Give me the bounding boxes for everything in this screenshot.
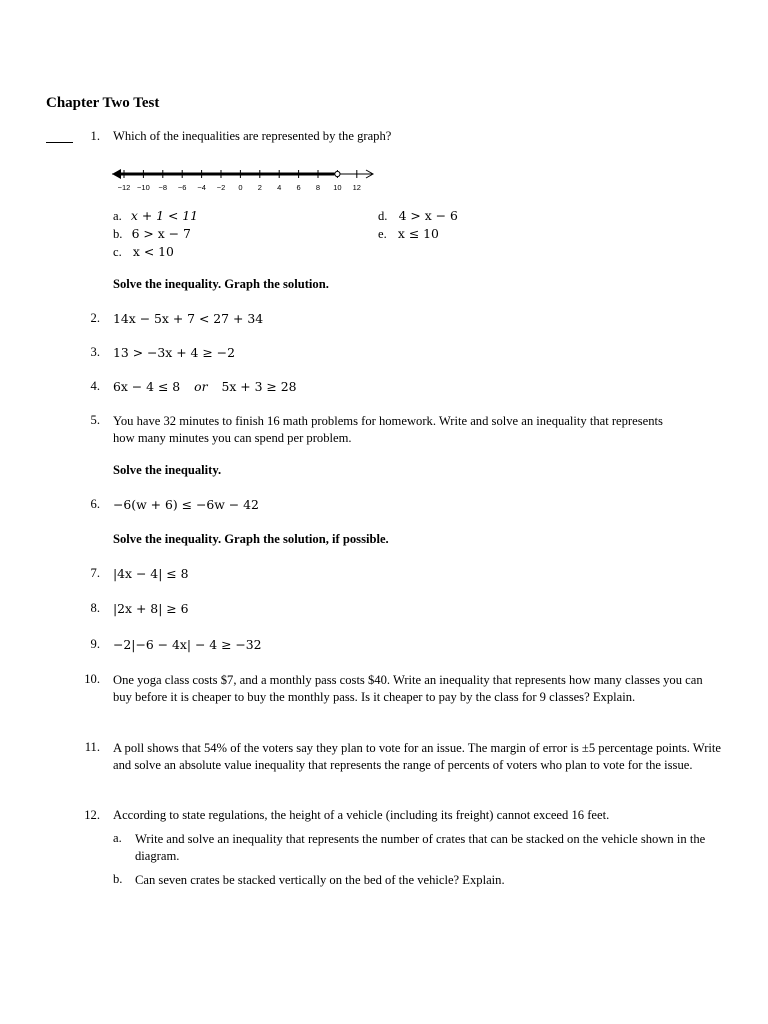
tick-label: 4 — [277, 183, 282, 192]
choice-text: x + 1 < 11 — [130, 208, 199, 223]
q4-number: 4. — [90, 379, 100, 393]
q4-left: 6x − 4 ≤ 8 — [113, 379, 181, 394]
q1-choice-e — [378, 226, 439, 242]
q10-number: 10. — [84, 672, 100, 686]
section-heading: Solve the inequality. Graph the solution. — [113, 277, 329, 291]
q3-text: 13 > −3x + 4 ≥ −2 — [113, 345, 235, 360]
choice-text: 6 > x − 7 — [131, 226, 191, 241]
tick-label: −6 — [177, 183, 187, 192]
q12-text: According to state regulations, the height of a vehicle (including its freight) cannot exceed 16 feet. — [113, 808, 610, 822]
q8-text: |2x + 8| ≥ 6 — [113, 601, 189, 616]
q12b-letter: b. — [113, 872, 123, 886]
section-heading: Solve the inequality. — [113, 463, 222, 477]
q11-number: 11. — [84, 740, 100, 754]
q2-text: 14x − 5x + 7 < 27 + 34 — [113, 311, 264, 326]
section-heading: Solve the inequality. Graph the solution, if possible. — [113, 532, 389, 546]
tick-label: 12 — [352, 183, 361, 192]
choice-letter: d. — [378, 209, 388, 223]
tick-label: 6 — [296, 183, 301, 192]
page-title: Chapter Two Test — [46, 95, 160, 111]
q9-text: −2|−6 − 4x| − 4 ≥ −32 — [113, 637, 262, 652]
q1-choice-c — [113, 244, 174, 260]
q5-text: You have 32 minutes to finish 16 math problems for homework. Write and solve an inequality that represents how many minutes you can spend per problem. — [113, 414, 663, 445]
q8-number: 8. — [90, 601, 100, 615]
answer-blank[interactable] — [46, 142, 73, 143]
choice-letter: a. — [113, 209, 122, 223]
q12a-text: Write and solve an inequality that represents the number of crates that can be stacked on the vehicle shown in the diagram. — [135, 832, 706, 863]
tick-label: 2 — [257, 183, 262, 192]
choice-text: x ≤ 10 — [397, 226, 439, 241]
q6-number: 6. — [90, 497, 100, 511]
q4-text — [113, 379, 297, 394]
q9-number: 9. — [90, 637, 100, 651]
q6-text: −6(w + 6) ≤ −6w − 42 — [113, 497, 259, 512]
tick-label: 0 — [238, 183, 243, 192]
q12b-text: Can seven crates be stacked vertically on the bed of the vehicle? Explain. — [135, 873, 505, 887]
tick-label: −4 — [197, 183, 206, 192]
tick-label: −2 — [216, 183, 226, 192]
q4-or: or — [194, 379, 208, 394]
tick-label: −12 — [117, 183, 131, 192]
number-line-graph — [110, 163, 380, 195]
q12a-letter: a. — [113, 831, 122, 845]
q5-number: 5. — [90, 413, 100, 427]
choice-letter: c. — [113, 245, 122, 259]
q1-text: Which of the inequalities are represented by the graph? — [113, 129, 392, 143]
choice-letter: e. — [378, 227, 387, 241]
q7-text: |4x − 4| ≤ 8 — [113, 566, 189, 581]
choice-text: x < 10 — [132, 244, 174, 259]
q10-text: One yoga class costs $7, and a monthly pass costs $40. Write an inequality that represents how many classes you can buy before it is cheaper to buy the monthly pass. Is it cheaper to pay by the class for 9 classes? Explain. — [113, 673, 703, 704]
tick-label: 10 — [333, 183, 342, 192]
q1-choice-d — [378, 208, 458, 224]
left-arrowhead — [112, 169, 121, 179]
open-circle-point — [335, 171, 340, 176]
tick-label: −8 — [158, 183, 168, 192]
q12-number: 12. — [84, 808, 100, 822]
tick-label: −10 — [137, 183, 150, 192]
q11-text: A poll shows that 54% of the voters say they plan to vote for an issue. The margin of error is ±5 percentage points. Write and solve an absolute value inequality that represents the range of percents of voters who plan to vote for the issue. — [113, 741, 721, 772]
q4-right: 5x + 3 ≥ 28 — [221, 379, 297, 394]
q3-number: 3. — [90, 345, 100, 359]
q7-number: 7. — [90, 566, 100, 580]
choice-letter: b. — [113, 227, 123, 241]
choice-text: 4 > x − 6 — [398, 208, 458, 223]
q1-choice-b — [113, 226, 191, 242]
q1-number: 1. — [90, 129, 100, 143]
q1-choice-a — [113, 208, 198, 224]
tick-label: 8 — [315, 183, 321, 192]
q2-number: 2. — [90, 311, 100, 325]
